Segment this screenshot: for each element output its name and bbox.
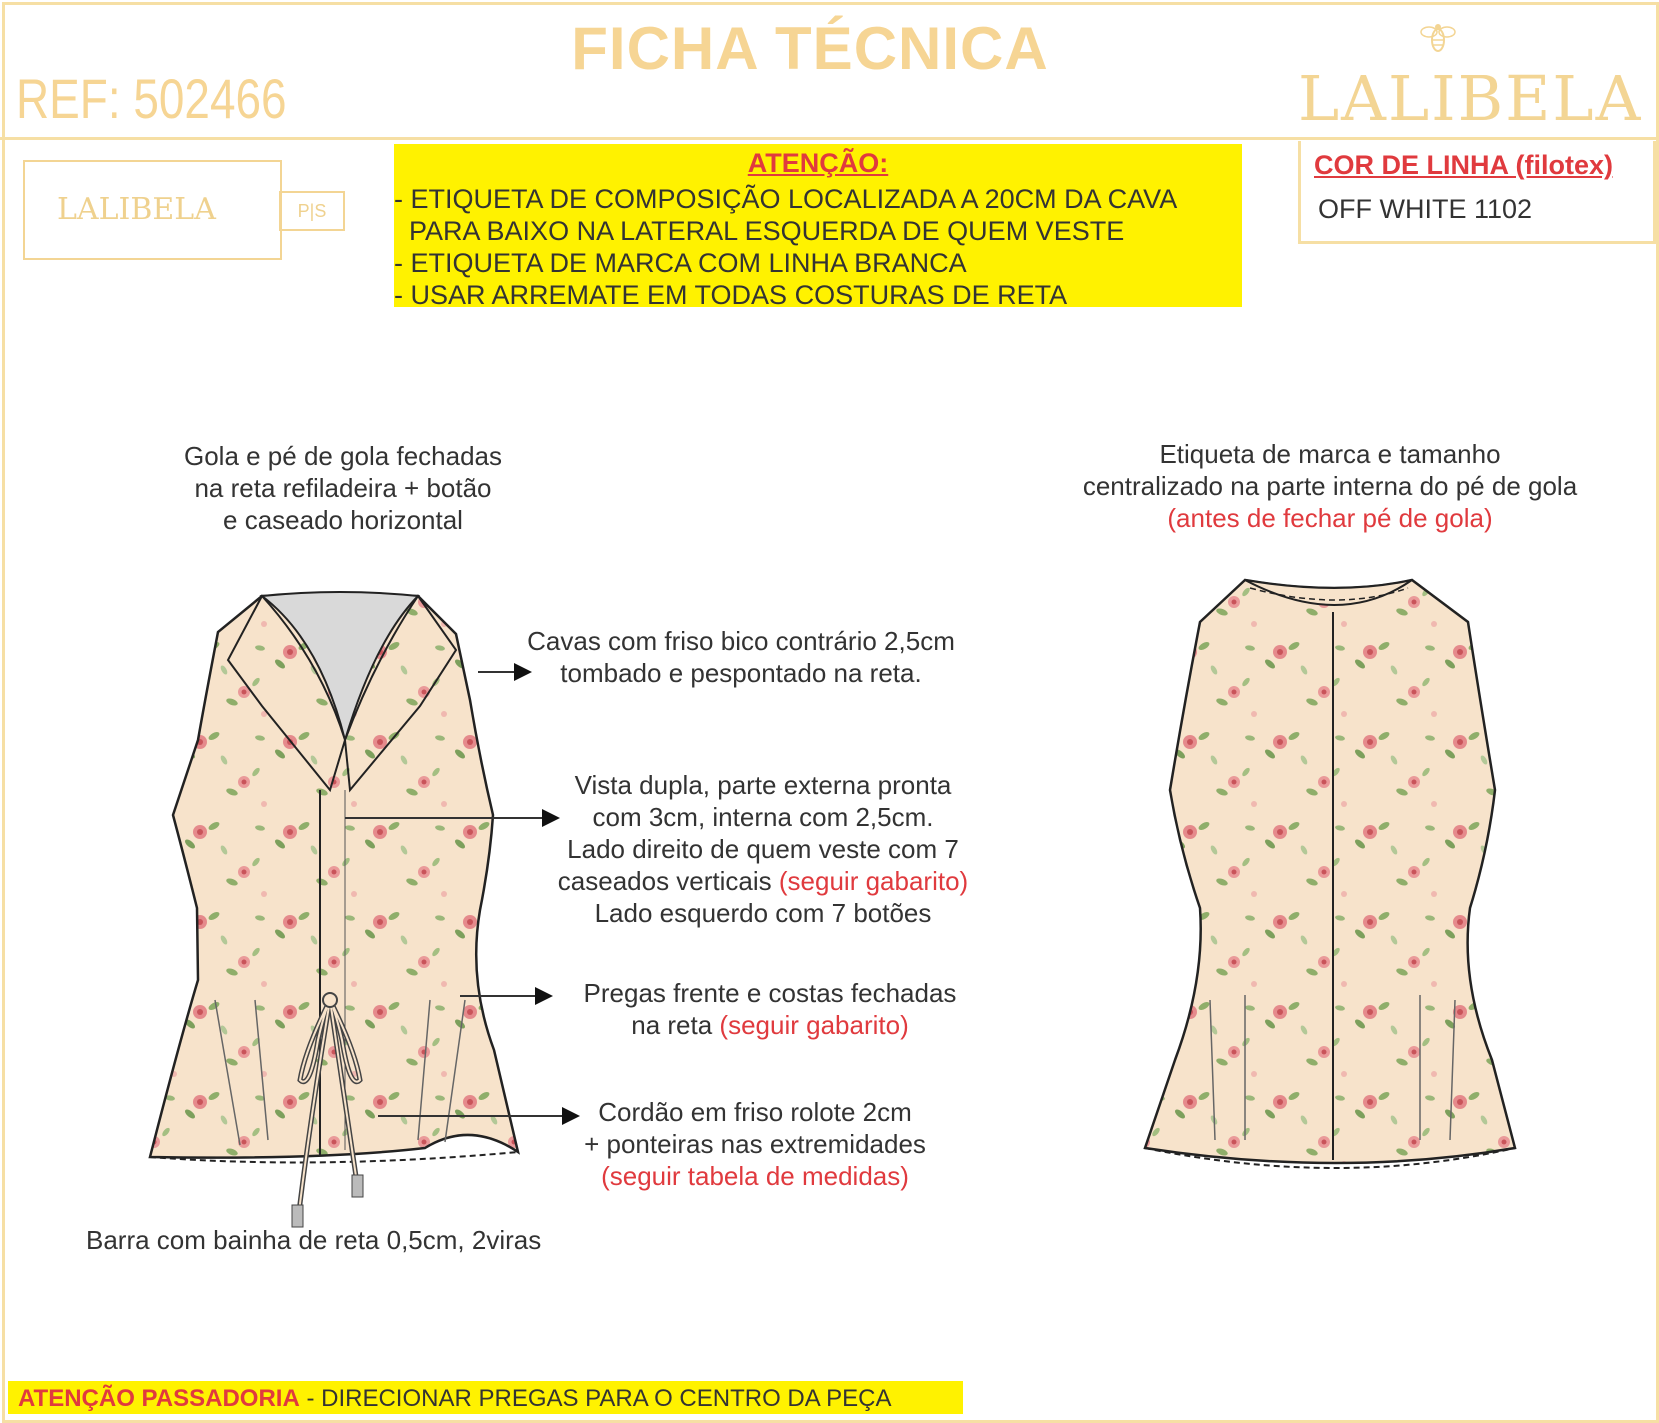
note-text: na reta (631, 1010, 720, 1040)
note-collar (158, 440, 528, 536)
page-title: FICHA TÉCNICA (571, 15, 1049, 82)
label-brand-text: LALIBELA (57, 192, 216, 227)
note-placket (530, 769, 996, 929)
note-line: Gola e pé de gola fechadas (183, 441, 503, 471)
note-line: + ponteiras nas extremidades (584, 1129, 926, 1159)
note-line (560, 1009, 980, 1041)
note-line: Pregas frente e costas fechadas (583, 978, 957, 1008)
note-line: centralizado na parte interna do pé de gola (1082, 471, 1578, 501)
thread-color-title: COR DE LINHA (filotex) (1314, 150, 1613, 180)
note-red-text: (seguir gabarito) (719, 1010, 909, 1040)
attention-line: PARA BAIXO NA LATERAL ESQUERDA DE QUEM VESTE (394, 216, 1125, 246)
back-view (1145, 580, 1515, 1168)
note-line (530, 865, 996, 897)
note-armhole (498, 625, 984, 689)
footer-note (18, 1385, 891, 1413)
note-line: (seguir tabela de medidas) (601, 1161, 909, 1191)
reference-code: REF: 502466 (16, 67, 287, 130)
label-size-tag: P|S (279, 191, 345, 231)
footer-highlight: ATENÇÃO PASSADORIA (18, 1385, 300, 1412)
note-line: Cavas com friso bico contrário 2,5cm (527, 626, 955, 656)
footer-text: - DIRECIONAR PREGAS PARA O CENTRO DA PEÇA (299, 1385, 892, 1412)
note-back-label (1040, 438, 1620, 534)
attention-title: ATENÇÃO: (747, 148, 889, 178)
note-line: com 3cm, interna com 2,5cm. (592, 802, 934, 832)
brand-logo: LALIBELA (1298, 62, 1643, 135)
attention-line: - USAR ARREMATE EM TODAS COSTURAS DE RETA (394, 280, 1068, 310)
note-line: e caseado horizontal (223, 505, 463, 535)
note-red-text: (seguir gabarito) (778, 866, 969, 896)
attention-line: - ETIQUETA DE COMPOSIÇÃO LOCALIZADA A 20CM DA CAVA (394, 184, 1178, 214)
thread-color-value: OFF WHITE 1102 (1318, 194, 1533, 224)
note-line: Cordão em friso rolote 2cm (598, 1097, 912, 1127)
note-cord (560, 1096, 950, 1192)
note-line: tombado e pespontado na reta. (560, 658, 922, 688)
front-view (150, 592, 518, 1227)
note-line: Lado direito de quem veste com 7 (567, 834, 959, 864)
note-line: Etiqueta de marca e tamanho (1159, 439, 1501, 469)
note-line: Vista dupla, parte externa pronta (574, 770, 952, 800)
note-hem: Barra com bainha de reta 0,5cm, 2viras (86, 1225, 542, 1255)
note-line: (antes de fechar pé de gola) (1167, 503, 1493, 533)
note-pleats (560, 977, 980, 1041)
note-text: caseados verticais (557, 866, 779, 896)
note-line: Lado esquerdo com 7 botões (594, 898, 932, 928)
attention-line: - ETIQUETA DE MARCA COM LINHA BRANCA (394, 248, 967, 278)
note-line: na reta refiladeira + botão (194, 473, 492, 503)
